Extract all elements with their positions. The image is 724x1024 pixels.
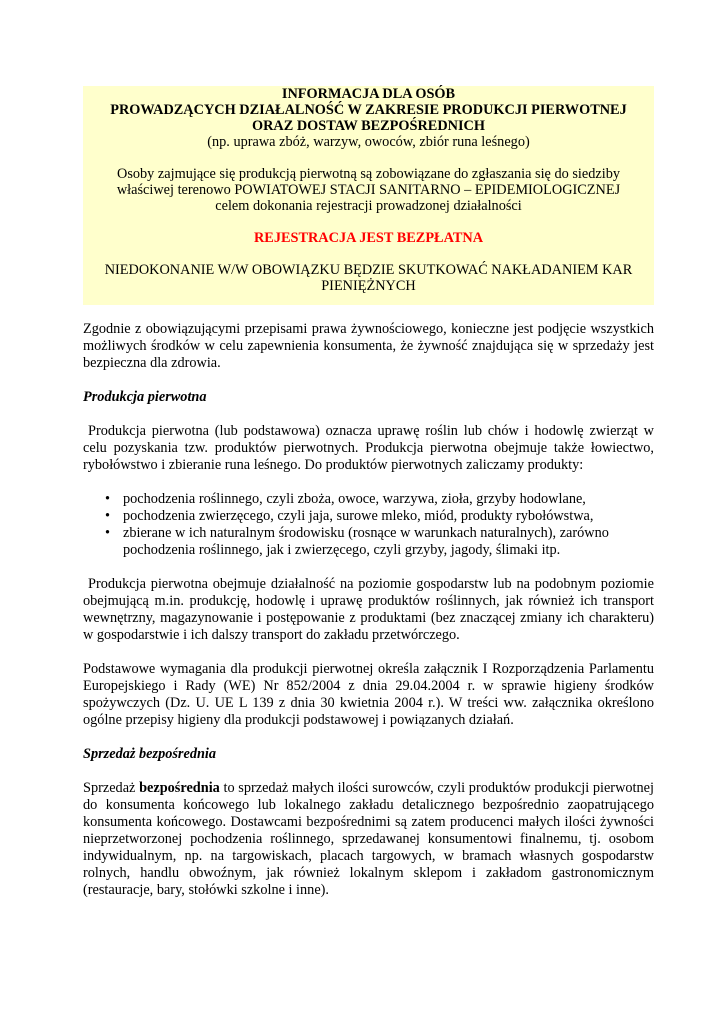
list-item: • zbierane w ich naturalnym środowisku (rosnące w warunkach naturalnych), zarówno pochodzenia roślinnego, jak i zwierzęcego, czyli grzyby, jagody, ślimaki itp. [123, 525, 654, 559]
primary-production-scope-paragraph: Produkcja pierwotna obejmuje działalność na poziomie gospodarstw lub na podobnym poziomie obejmującą m.in. produkcję, hodowlę i uprawę produktów roślinnych, jak również ich transport wewnętrzny, magazynowanie i postępowanie z produktami (bez znaczącej zmiany ich charakteru) w gospodarstwie i ich dalszy transport do zakładu przetwórczego. [83, 576, 654, 643]
free-registration-notice: REJESTRACJA JEST BEZPŁATNA [253, 230, 484, 246]
list-item: • pochodzenia roślinnego, czyli zboża, owoce, warzywa, zioła, grzyby hodowlane, [123, 491, 654, 508]
box-title-line: PROWADZĄCYCH DZIAŁALNOŚĆ W ZAKRESIE PRODUKCJI PIERWOTNEJ [110, 102, 627, 118]
information-box [83, 86, 654, 305]
section-heading-primary-production: Produkcja pierwotna [83, 389, 207, 405]
intro-paragraph: Zgodnie z obowiązującymi przepisami prawa żywnościowego, konieczne jest podjęcie wszystkich możliwych środków w celu zapewnienia konsumenta, że żywność znajdująca się w sprzedaży jest bezpieczna dla zdrowia. [83, 321, 654, 371]
direct-sales-lead: Sprzedaż [83, 780, 136, 796]
box-subtitle: (np. uprawa zbóż, warzyw, owoców, zbiór runa leśnego) [207, 134, 530, 150]
direct-sales-heading-text: Sprzedaż bezpośrednia [83, 746, 217, 762]
regulation-paragraph: Podstawowe wymagania dla produkcji pierwotnej określa załącznik I Rozporządzenia Parlamentu Europejskiego i Rady (WE) Nr 852/2004 z dnia 29.04.2004 r. w sprawie higieny środków spożywczych (Dz. U. UE L 139 z dnia 30 kwietnia 2004 r.). W treści ww. załącznika określono ogólne przepisy higieny dla produkcji podstawowej i powiązanych działań. [83, 661, 654, 728]
box-notice-line: celem dokonania rejestracji prowadzonej działalności [215, 198, 522, 214]
box-title-line: ORAZ DOSTAW BEZPOŚREDNICH [251, 118, 486, 134]
direct-sales-text: to sprzedaż małych ilości surowców, czyli produktów produkcji pierwotnej do konsumenta końcowego lub lokalnego zakładu detalicznego bezpośrednio zaopatrującego konsumenta końcowego. Dostawcami bezpośrednimi są zatem producenci małych ilości żywności nieprzetworzonej pochodzenia roślinnego, sprzedawanej konsumentowi finalnemu, tj. osobom indywidualnym, np. na targowiskach, placach targowych, w bramach własnych gospodarstw rolnych, handlu obwoźnym, jak również lokalnym sklepom i zakładom gastronomicznym (restauracje, bary, stołówki szkolne i inne). [83, 780, 654, 898]
direct-sales-paragraph [83, 780, 654, 899]
list-item: • pochodzenia zwierzęcego, czyli jaja, surowe mleko, miód, produkty rybołówstwa, [123, 508, 654, 525]
box-notice-line: właściwej terenowo POWIATOWEJ STACJI SANITARNO – EPIDEMIOLOGICZNEJ [116, 182, 621, 198]
penalty-line: PIENIĘŻNYCH [321, 278, 416, 294]
direct-sales-bold-term: bezpośrednia [139, 780, 220, 796]
penalty-line: NIEDOKONANIE W/W OBOWIĄZKU BĘDZIE SKUTKOWAĆ NAKŁADANIEM KAR [104, 262, 633, 278]
primary-production-paragraph: Produkcja pierwotna (lub podstawowa) oznacza uprawę roślin lub chów i hodowlę zwierząt w celu pozyskania tzw. produktów pierwotnych. Produkcja pierwotna obejmuje także łowiectwo, rybołówstwo i zbieranie runa leśnego. Do produktów pierwotnych zaliczamy produkty: [83, 423, 654, 473]
box-title-line: INFORMACJA DLA OSÓB [281, 86, 456, 102]
box-notice-line: Osoby zajmujące się produkcją pierwotną są zobowiązane do zgłaszania się do siedziby [117, 166, 620, 182]
section-heading-direct-sales [83, 746, 654, 763]
product-list [83, 491, 654, 559]
document-body [83, 321, 654, 899]
